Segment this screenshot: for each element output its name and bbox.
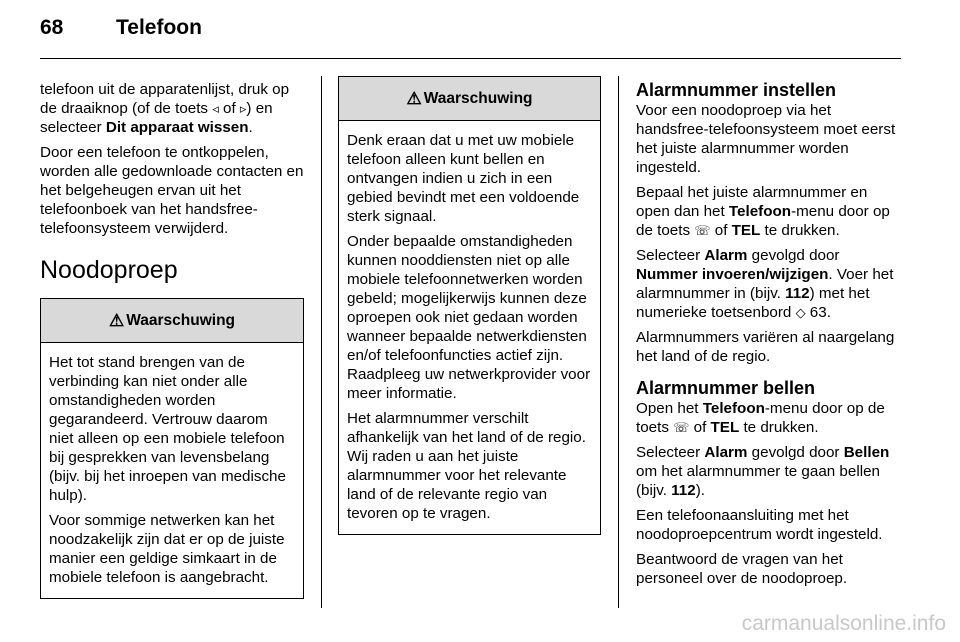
warning-paragraph: Het alarmnummer verschilt afhankelijk van het land of de regio. Wij raden u aan het juiste alarmnummer voor het relevante land of de relevante regio van tevoren op te vragen. xyxy=(347,410,586,522)
page-reference-icon: ◇ xyxy=(795,305,806,320)
phone-key-icon: ☏ xyxy=(694,223,711,238)
paragraph: Selecteer Alarm gevolgd door Nummer invoeren/wijzigen. Voer het alarmnummer in (bijv. 112) met het numerieke toetsenbord ◇ 63. xyxy=(636,247,894,321)
paragraph: Selecteer Alarm gevolgd door Bellen om het alarmnummer te gaan bellen (bijv. 112). xyxy=(636,444,890,499)
warning-title: Waarschuwing xyxy=(126,312,236,329)
warning-paragraph: Denk eraan dat u met uw mobiele telefoon alleen kunt bellen en ontvangen indien u zich in een gebied bevindt met een voldoende sterk signaal. xyxy=(347,132,580,225)
watermark: carmanualsonline.info xyxy=(741,612,946,635)
page-number: 68 xyxy=(40,16,64,39)
paragraph: Beantwoord de vragen van het personeel over de noodoproep. xyxy=(636,551,848,587)
paragraph: Alarmnummers variëren al naargelang het land of de regio. xyxy=(636,329,895,365)
warning-icon: ⚠ xyxy=(108,311,125,330)
left-key-icon: ◃ xyxy=(212,101,219,116)
page-header xyxy=(40,16,202,40)
section-heading-call: Alarmnummer bellen xyxy=(636,378,816,398)
warning-paragraph: Voor sommige netwerken kan het noodzakelijk zijn dat er op de juiste manier een geldige simkaart in de mobiele telefoon is aangebracht. xyxy=(49,512,285,586)
right-key-icon: ▹ xyxy=(239,101,247,116)
section-heading-set: Alarmnummer instellen xyxy=(636,80,837,100)
column-divider-left xyxy=(321,76,322,608)
paragraph: Open het Telefoon-menu door op de toets ☏ of TEL te drukken. xyxy=(636,400,885,436)
warning-box xyxy=(338,76,601,535)
warning-title: Waarschuwing xyxy=(423,90,533,107)
section-heading-noodoproep: Noodoproep xyxy=(40,256,178,284)
paragraph: Voor een noodoproep via het handsfree-telefoonsysteem moet eerst het juiste alarmnummer worden ingesteld. xyxy=(636,102,896,176)
warning-paragraph: Het tot stand brengen van de verbinding kan niet onder alle omstandigheden worden gegarandeerd. Vertrouw daarom niet alleen op een mobiele telefoon bij gesprekken van levensbelang (bijv. bij het inroepen van medische hulp). xyxy=(49,354,286,504)
phone-key-icon: ☏ xyxy=(673,420,690,435)
menu-item-ref: Dit apparaat wissen xyxy=(105,119,249,136)
paragraph: Bepaal het juiste alarmnummer en open dan het Telefoon-menu door op de toets ☏ of TEL te drukken. xyxy=(636,184,890,239)
paragraph: Een telefoonaansluiting met het noodoproepcentrum wordt ingesteld. xyxy=(636,507,883,543)
warning-header xyxy=(41,299,303,343)
paragraph-delete-device: telefoon uit de apparatenlijst, druk op de draaiknop (of de toets ◃ of ▹) en selecteer Dit apparaat wissen. xyxy=(40,81,290,136)
warning-body xyxy=(41,343,303,598)
paragraph-disconnect: Door een telefoon te ontkoppelen, worden alle gedownloade contacten en het belgeheugen ervan uit het telefoonboek van het handsfree-telefoonsysteem verwijderd. xyxy=(40,144,304,237)
header-rule xyxy=(40,58,901,59)
warning-header xyxy=(339,77,600,121)
column-divider-right xyxy=(618,76,619,608)
page-title: Telefoon xyxy=(116,16,202,39)
warning-box xyxy=(40,298,304,599)
column-right xyxy=(636,80,902,594)
column-left xyxy=(40,80,304,599)
column-middle xyxy=(338,76,601,535)
warning-paragraph: Onder bepaalde omstandigheden kunnen nooddiensten niet op alle mobiele telefoonnetwerken worden gebeld; mogelijkerwijs kunnen deze oproepen ook niet gedaan worden wanneer bepaalde netwerkdiensten en/of telefoonfuncties actief zijn. Raadpleeg uw netwerkprovider voor meer informatie. xyxy=(347,233,591,402)
warning-icon: ⚠ xyxy=(406,89,422,108)
warning-body xyxy=(339,121,600,534)
